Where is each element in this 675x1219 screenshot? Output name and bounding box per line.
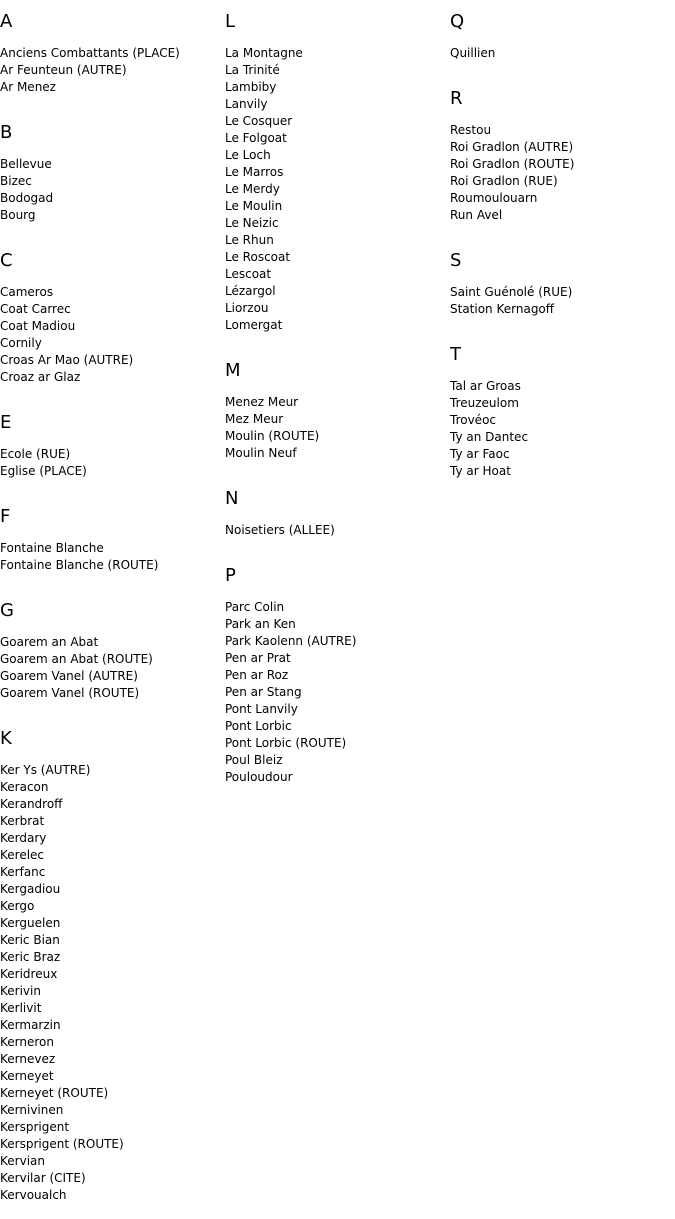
street-link[interactable]: Kerbrat [0, 814, 45, 828]
letter-heading: F [0, 506, 12, 527]
street-link[interactable]: Kergo [0, 899, 35, 913]
street-link[interactable]: Eglise (PLACE) [0, 464, 87, 478]
street-link[interactable]: Station Kernagoff [450, 302, 555, 316]
street-link[interactable]: Kermarzin [0, 1018, 61, 1032]
street-link[interactable]: Lomergat [225, 318, 283, 332]
street-list [225, 35, 450, 334]
letter-heading: N [225, 488, 240, 509]
letter-heading: M [225, 360, 242, 381]
street-list [0, 35, 225, 96]
street-link[interactable]: Goarem an Abat (ROUTE) [0, 652, 153, 666]
street-link[interactable]: Keridreux [0, 967, 58, 981]
street-link[interactable]: Pouloudour [225, 770, 293, 784]
street-link[interactable]: Menez Meur [225, 395, 299, 409]
street-link[interactable]: Keracon [0, 780, 49, 794]
street-link[interactable]: Fontaine Blanche [0, 541, 104, 555]
street-link[interactable]: Goarem Vanel (AUTRE) [0, 669, 138, 683]
street-link[interactable]: Le Loch [225, 148, 271, 162]
street-list [0, 624, 225, 702]
letter-heading: G [0, 600, 15, 621]
street-link[interactable]: Goarem Vanel (ROUTE) [0, 686, 140, 700]
street-link[interactable]: Cornily [0, 336, 42, 350]
street-link[interactable]: Quillien [450, 46, 496, 60]
street-link[interactable]: Goarem an Abat [0, 635, 99, 649]
street-link[interactable]: Kersprigent [0, 1120, 70, 1134]
letter-heading: S [450, 250, 463, 271]
street-list [0, 752, 225, 1204]
street-list [225, 589, 450, 786]
street-list [0, 436, 225, 480]
street-list [450, 368, 675, 480]
street-list [225, 512, 450, 539]
street-link[interactable]: Tal ar Groas [450, 379, 521, 393]
street-link[interactable]: Bizec [0, 174, 32, 188]
street-link[interactable]: Parc Colin [225, 600, 285, 614]
street-link[interactable]: Le Folgoat [225, 131, 287, 145]
street-link[interactable]: Bellevue [0, 157, 52, 171]
street-link[interactable]: Park Kaolenn (AUTRE) [225, 634, 357, 648]
letter-heading: K [0, 728, 13, 749]
letter-heading: C [0, 250, 14, 271]
street-link[interactable]: Pen ar Roz [225, 668, 289, 682]
street-link[interactable]: Ty ar Hoat [450, 464, 511, 478]
street-link[interactable]: Kerivin [0, 984, 41, 998]
street-link[interactable]: Kergadiou [0, 882, 61, 896]
letter-group [450, 333, 675, 480]
street-link[interactable]: Kerneyet (ROUTE) [0, 1086, 109, 1100]
letter-group [0, 589, 225, 702]
street-link[interactable]: Ker Ys (AUTRE) [0, 763, 91, 777]
street-link[interactable]: Le Moulin [225, 199, 283, 213]
street-link[interactable]: Le Marros [225, 165, 284, 179]
street-link[interactable]: Kervian [0, 1154, 45, 1168]
street-link[interactable]: Pont Lorbic (ROUTE) [225, 736, 347, 750]
street-link[interactable]: Anciens Combattants (PLACE) [0, 46, 180, 60]
street-link[interactable]: Kernevez [0, 1052, 56, 1066]
street-link[interactable]: Run Avel [450, 208, 503, 222]
index-column-1 [0, 0, 225, 1219]
street-link[interactable]: Mez Meur [225, 412, 284, 426]
street-link[interactable]: Roi Gradlon (AUTRE) [450, 140, 574, 154]
street-link[interactable]: Moulin Neuf [225, 446, 297, 460]
street-link[interactable]: Lézargol [225, 284, 276, 298]
street-link[interactable]: Le Roscoat [225, 250, 291, 264]
letter-heading: L [225, 11, 237, 32]
street-link[interactable]: Le Cosquer [225, 114, 293, 128]
index-column-3 [450, 0, 675, 495]
street-link[interactable]: Keric Braz [0, 950, 61, 964]
letter-heading: A [0, 11, 14, 32]
street-link[interactable]: Saint Guénolé (RUE) [450, 285, 573, 299]
letter-group [225, 349, 450, 462]
street-link[interactable]: Pont Lorbic [225, 719, 292, 733]
street-link[interactable]: Croas Ar Mao (AUTRE) [0, 353, 134, 367]
street-link[interactable]: Poul Bleiz [225, 753, 283, 767]
street-link[interactable]: Fontaine Blanche (ROUTE) [0, 558, 159, 572]
street-link[interactable]: Le Merdy [225, 182, 280, 196]
letter-group [450, 77, 675, 224]
street-link[interactable]: Liorzou [225, 301, 269, 315]
street-link[interactable]: Kervoualch [0, 1188, 67, 1202]
street-link[interactable]: Kerlivit [0, 1001, 42, 1015]
street-link[interactable]: Ar Feunteun (AUTRE) [0, 63, 127, 77]
street-link[interactable]: Coat Carrec [0, 302, 71, 316]
street-link[interactable]: Kerfanc [0, 865, 46, 879]
letter-heading: P [225, 565, 237, 586]
letter-heading: R [450, 88, 464, 109]
street-link[interactable]: Park an Ken [225, 617, 296, 631]
street-link[interactable]: Bourg [0, 208, 36, 222]
street-link[interactable]: Ar Menez [0, 80, 56, 94]
street-list [0, 274, 225, 386]
street-link[interactable]: Roumoulouarn [450, 191, 538, 205]
street-link[interactable]: Coat Madiou [0, 319, 76, 333]
letter-group [0, 0, 225, 96]
letter-group [450, 0, 675, 62]
street-link[interactable]: Ty an Dantec [450, 430, 529, 444]
letter-group [0, 239, 225, 386]
street-link[interactable]: Le Neizic [225, 216, 279, 230]
street-link[interactable]: Treuzeulom [450, 396, 519, 410]
letter-heading: E [0, 412, 13, 433]
letter-group [0, 717, 225, 1204]
street-link[interactable]: Lambiby [225, 80, 277, 94]
street-link[interactable]: Kervilar (CITE) [0, 1171, 86, 1185]
letter-heading: T [450, 344, 462, 365]
street-list [450, 35, 675, 62]
street-link[interactable]: Kerandroff [0, 797, 63, 811]
street-link[interactable]: Kerdary [0, 831, 47, 845]
letter-group [0, 111, 225, 224]
letter-group [225, 477, 450, 539]
letter-heading: Q [450, 11, 466, 32]
street-link[interactable]: La Trinité [225, 63, 280, 77]
letter-heading: B [0, 122, 14, 143]
street-link[interactable]: Noisetiers (ALLEE) [225, 523, 335, 537]
street-link[interactable]: Kerneyet [0, 1069, 54, 1083]
street-link[interactable]: Roi Gradlon (ROUTE) [450, 157, 575, 171]
letter-group [0, 401, 225, 480]
letter-group [0, 495, 225, 574]
street-link[interactable]: La Montagne [225, 46, 303, 60]
street-link[interactable]: Croaz ar Glaz [0, 370, 81, 384]
street-link[interactable]: Kerguelen [0, 916, 61, 930]
street-link[interactable]: Pont Lanvily [225, 702, 298, 716]
street-link[interactable]: Kerelec [0, 848, 45, 862]
street-list [225, 384, 450, 462]
street-link[interactable]: Kernivinen [0, 1103, 64, 1117]
street-link[interactable]: Kersprigent (ROUTE) [0, 1137, 124, 1151]
street-link[interactable]: Le Rhun [225, 233, 274, 247]
street-list [0, 146, 225, 224]
street-link[interactable]: Restou [450, 123, 492, 137]
street-list [450, 274, 675, 318]
street-link[interactable]: Trovéoc [450, 413, 497, 427]
street-link[interactable]: Pen ar Stang [225, 685, 302, 699]
letter-group [225, 0, 450, 334]
street-link[interactable]: Bodogad [0, 191, 54, 205]
index-column-2 [225, 0, 450, 801]
street-list [450, 112, 675, 224]
street-link[interactable]: Moulin (ROUTE) [225, 429, 320, 443]
street-link[interactable]: Roi Gradlon (RUE) [450, 174, 558, 188]
street-link[interactable]: Ty ar Faoc [450, 447, 510, 461]
street-link[interactable]: Keric Bian [0, 933, 60, 947]
letter-group [225, 554, 450, 786]
street-link[interactable]: Ecole (RUE) [0, 447, 71, 461]
street-link[interactable]: Pen ar Prat [225, 651, 291, 665]
street-link[interactable]: Lanvily [225, 97, 268, 111]
street-list [0, 530, 225, 574]
street-link[interactable]: Kerneron [0, 1035, 54, 1049]
letter-group [450, 239, 675, 318]
street-link[interactable]: Lescoat [225, 267, 272, 281]
street-link[interactable]: Cameros [0, 285, 54, 299]
